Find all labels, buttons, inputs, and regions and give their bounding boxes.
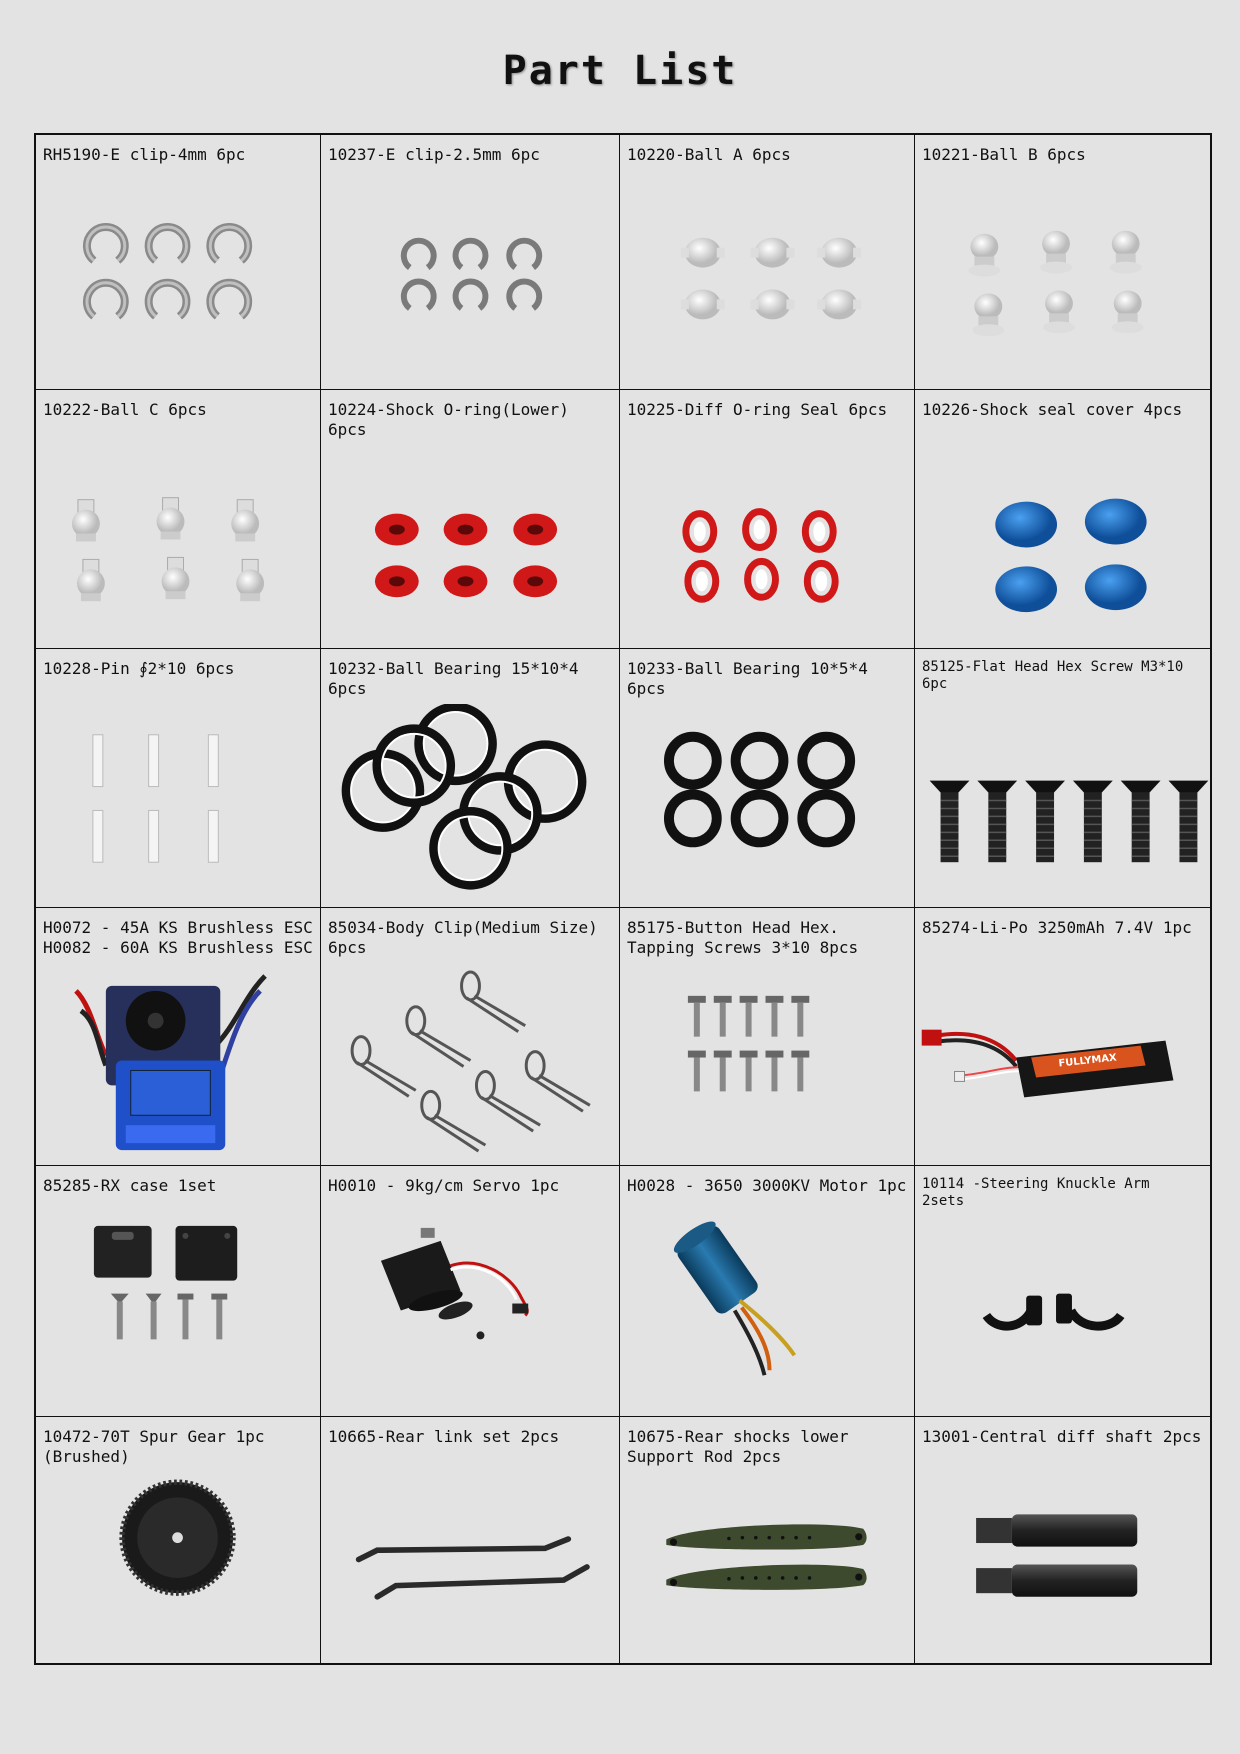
rear-link-icon — [321, 1457, 619, 1663]
part-cell — [321, 908, 620, 1166]
part-cell — [321, 649, 620, 908]
steering-knuckle-icon — [915, 1206, 1210, 1416]
support-rod-icon — [620, 1475, 914, 1663]
part-cell — [620, 390, 915, 649]
o-ring-icon — [321, 430, 619, 648]
part-cell — [915, 135, 1210, 390]
part-label: 10233-Ball Bearing 10*5*4 6pcs — [627, 659, 868, 698]
part-cell — [915, 1417, 1210, 1663]
part-label: H0072 - 45A KS Brushless ESC H0082 - 60A KS Brushless ESC — [43, 918, 313, 957]
rx-case-icon — [36, 1206, 320, 1416]
part-cell — [36, 135, 321, 390]
motor-icon — [620, 1206, 914, 1416]
part-cell — [620, 649, 915, 908]
part-label: 85034-Body Clip(Medium Size) 6pcs — [328, 918, 598, 957]
part-label: 85274-Li-Po 3250mAh 7.4V 1pc — [922, 918, 1192, 937]
flat-head-screw-icon — [915, 689, 1210, 907]
part-label: 10226-Shock seal cover 4pcs — [922, 400, 1183, 419]
ball-a-icon — [620, 175, 914, 389]
page-title: Part List — [502, 48, 738, 94]
part-cell — [321, 390, 620, 649]
lipo-battery-icon — [915, 966, 1210, 1165]
part-cell — [620, 135, 915, 390]
part-cell — [36, 1166, 321, 1417]
part-label: 85285-RX case 1set — [43, 1176, 217, 1195]
part-label: 10220-Ball A 6pcs — [627, 145, 791, 164]
body-clip-icon — [321, 966, 619, 1165]
e-clip-large-icon — [36, 175, 320, 389]
part-label: 10472-70T Spur Gear 1pc (Brushed) — [43, 1427, 265, 1466]
battery-brand-text: FULLYMAX — [1057, 1052, 1118, 1070]
part-label: 10114 -Steering Knuckle Arm 2sets — [922, 1176, 1150, 1209]
spur-gear-icon — [36, 1475, 320, 1663]
part-cell — [620, 908, 915, 1166]
diff-shaft-icon — [915, 1475, 1210, 1663]
part-label: 10237-E clip-2.5mm 6pc — [328, 145, 540, 164]
e-clip-small-icon — [321, 175, 619, 389]
bearing-small-icon — [620, 689, 914, 907]
part-label: 10222-Ball C 6pcs — [43, 400, 207, 419]
part-cell — [36, 908, 321, 1166]
part-label: 10228-Pin ∮2*10 6pcs — [43, 659, 235, 678]
part-cell — [915, 390, 1210, 649]
part-cell — [915, 649, 1210, 908]
part-label: H0010 - 9kg/cm Servo 1pc — [328, 1176, 560, 1195]
part-label: 10225-Diff O-ring Seal 6pcs — [627, 400, 888, 419]
pin-icon — [36, 689, 320, 907]
part-cell — [321, 1417, 620, 1663]
ball-b-icon — [915, 175, 1210, 389]
part-cell — [915, 1166, 1210, 1417]
part-label: 10232-Ball Bearing 15*10*4 6pcs — [328, 659, 579, 698]
part-label: RH5190-E clip-4mm 6pc — [43, 145, 246, 164]
parts-grid — [34, 133, 1212, 1665]
part-label: H0028 - 3650 3000KV Motor 1pc — [627, 1176, 907, 1195]
o-ring-seal-icon — [620, 430, 914, 648]
esc-icon — [36, 966, 320, 1165]
part-cell — [321, 135, 620, 390]
servo-icon — [321, 1206, 619, 1416]
part-cell — [36, 390, 321, 649]
part-cell — [620, 1166, 915, 1417]
part-cell — [915, 908, 1210, 1166]
seal-cover-icon — [915, 430, 1210, 648]
part-label: 10675-Rear shocks lower Support Rod 2pcs — [627, 1427, 849, 1466]
part-label: 10221-Ball B 6pcs — [922, 145, 1086, 164]
part-cell — [36, 649, 321, 908]
part-cell — [321, 1166, 620, 1417]
part-label: 10665-Rear link set 2pcs — [328, 1427, 560, 1446]
part-label: 85175-Button Head Hex. Tapping Screws 3*10 8pcs — [627, 918, 859, 957]
part-cell — [36, 1417, 321, 1663]
part-cell — [620, 1417, 915, 1663]
button-head-screw-icon — [620, 966, 914, 1165]
ball-c-icon — [36, 430, 320, 648]
part-label: 85125-Flat Head Hex Screw M3*10 6pc — [922, 659, 1184, 692]
bearing-large-icon — [321, 704, 619, 907]
part-label: 13001-Central diff shaft 2pcs — [922, 1427, 1202, 1446]
part-label: 10224-Shock O-ring(Lower) 6pcs — [328, 400, 569, 439]
